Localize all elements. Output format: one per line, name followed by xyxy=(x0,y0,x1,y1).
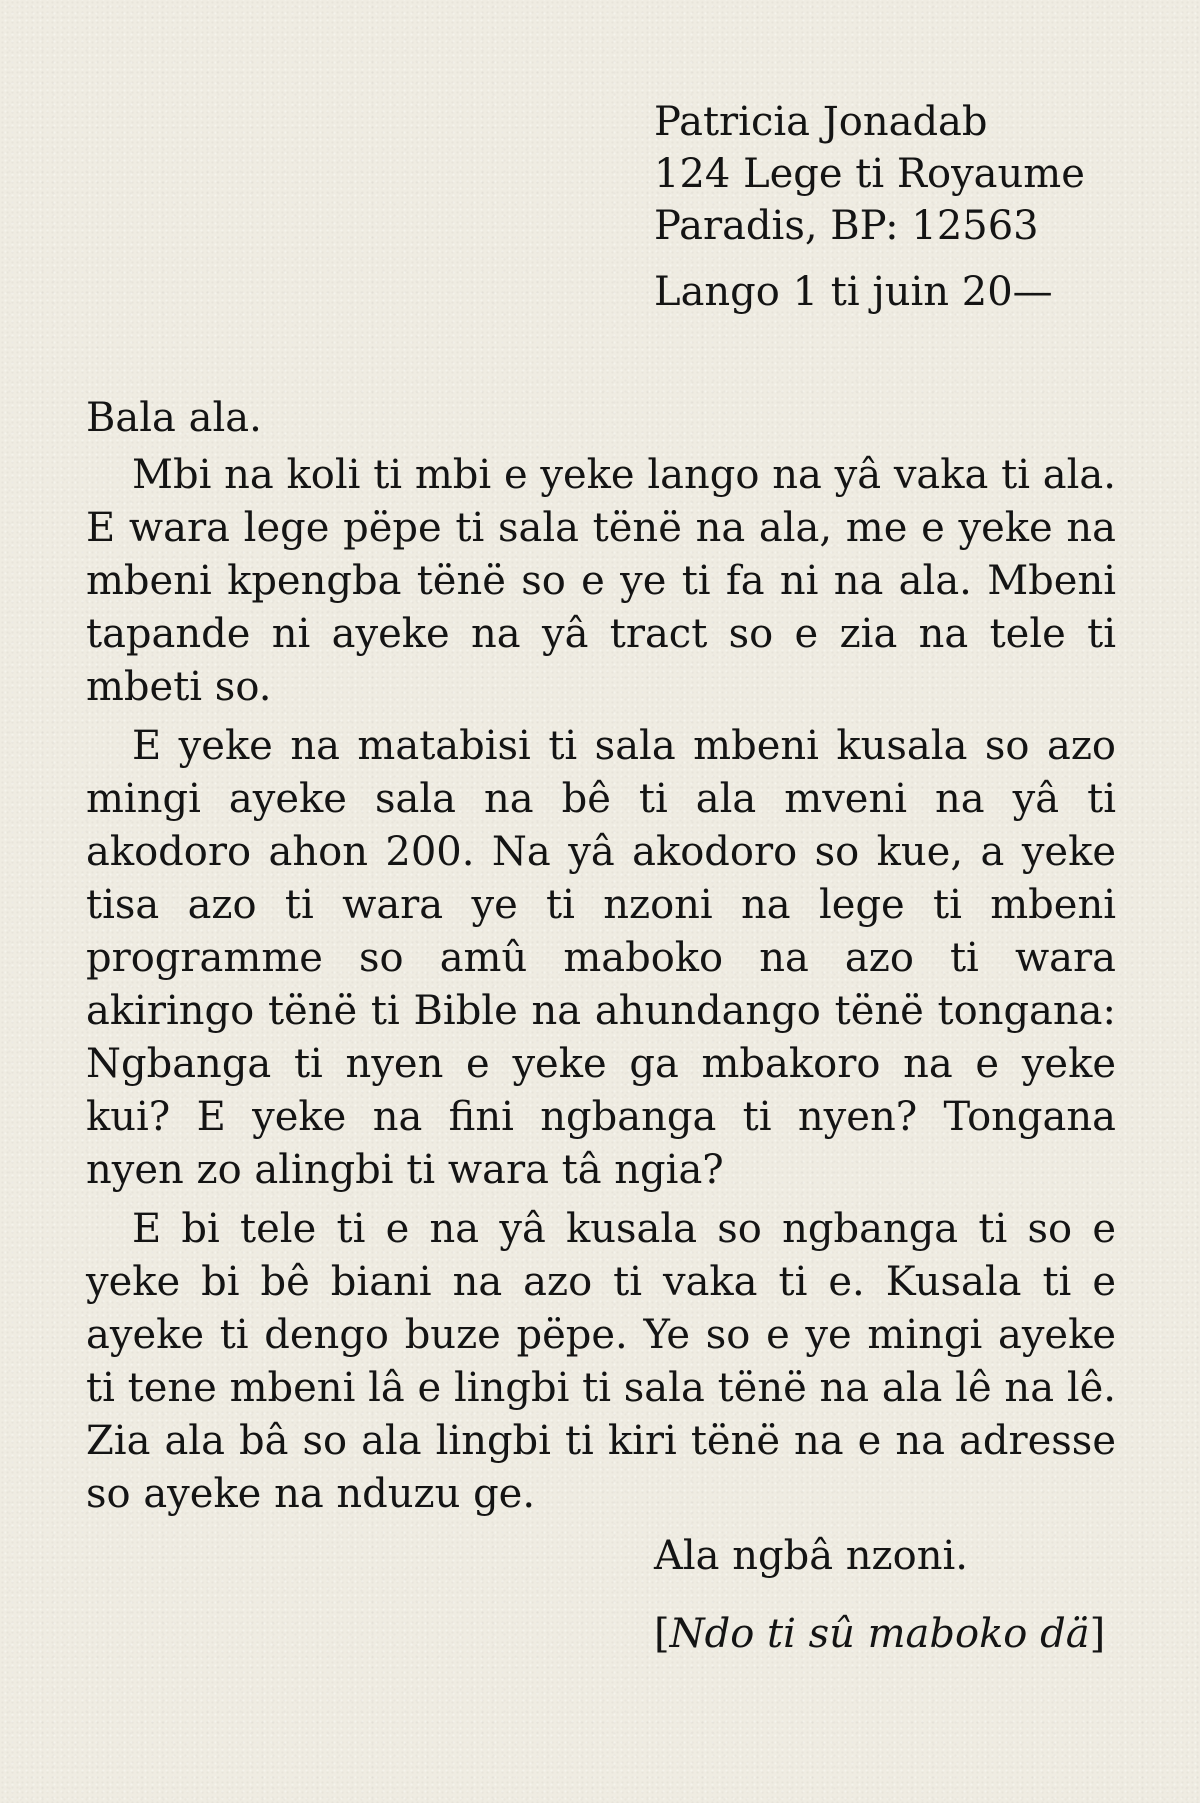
salutation: Bala ala. xyxy=(86,395,262,441)
signature-bracket-close: ] xyxy=(1089,1611,1106,1657)
body-paragraph: E bi tele ti e na yâ kusala so ngbanga ti so e yeke bi bê biani na azo ti vaka ti e. Kusala ti e ayeke ti dengo buze pëpe. Ye so e ye mingi ayeke ti tene mbeni lâ e lingbi ti sala tënë na ala lê na lê. Zia ala bâ so ala lingbi ti kiri tënë na e na adresse so ayeke na nduzu ge. xyxy=(86,1206,1116,1517)
letter-date: Lango 1 ti juin 20— xyxy=(654,269,1053,315)
signature-text: Ndo ti sû maboko dä xyxy=(669,1611,1090,1657)
letter-body xyxy=(86,392,1116,1527)
body-paragraph: Mbi na koli ti mbi e yeke lango na yâ vaka ti ala. E wara lege pëpe ti sala tënë na ala, me e yeke na mbeni kpengba tënë so e ye ti fa ni na ala. Mbeni tapande ni ayeke na yâ tract so e zia na tele ti mbeti so. xyxy=(86,452,1116,710)
sender-name: Patricia Jonadab xyxy=(654,99,988,145)
complimentary-close: Ala ngbâ nzoni. xyxy=(654,1533,968,1579)
sender-street: 124 Lege ti Royaume xyxy=(654,151,1085,197)
signature-placeholder xyxy=(654,1608,1154,1660)
body-paragraph: E yeke na matabisi ti sala mbeni kusala so azo mingi ayeke sala na bê ti ala mveni na yâ ti akodoro ahon 200. Na yâ akodoro so kue, a yeke tisa azo ti wara ye ti nzoni na lege ti mbeni programme so amû maboko na azo ti wara akiringo tënë ti Bible na ahundango tënë tongana: Ngbanga ti nyen e yeke ga mbakoro na e yeke kui? E yeke na fini ngbanga ti nyen? Tongana nyen zo alingbi ti wara tâ ngia? xyxy=(86,723,1116,1193)
signature-bracket-open: [ xyxy=(654,1611,670,1657)
sender-city: Paradis, BP: 12563 xyxy=(654,203,1039,249)
sender-address-block xyxy=(654,96,1154,318)
closing-block xyxy=(654,1530,1154,1660)
